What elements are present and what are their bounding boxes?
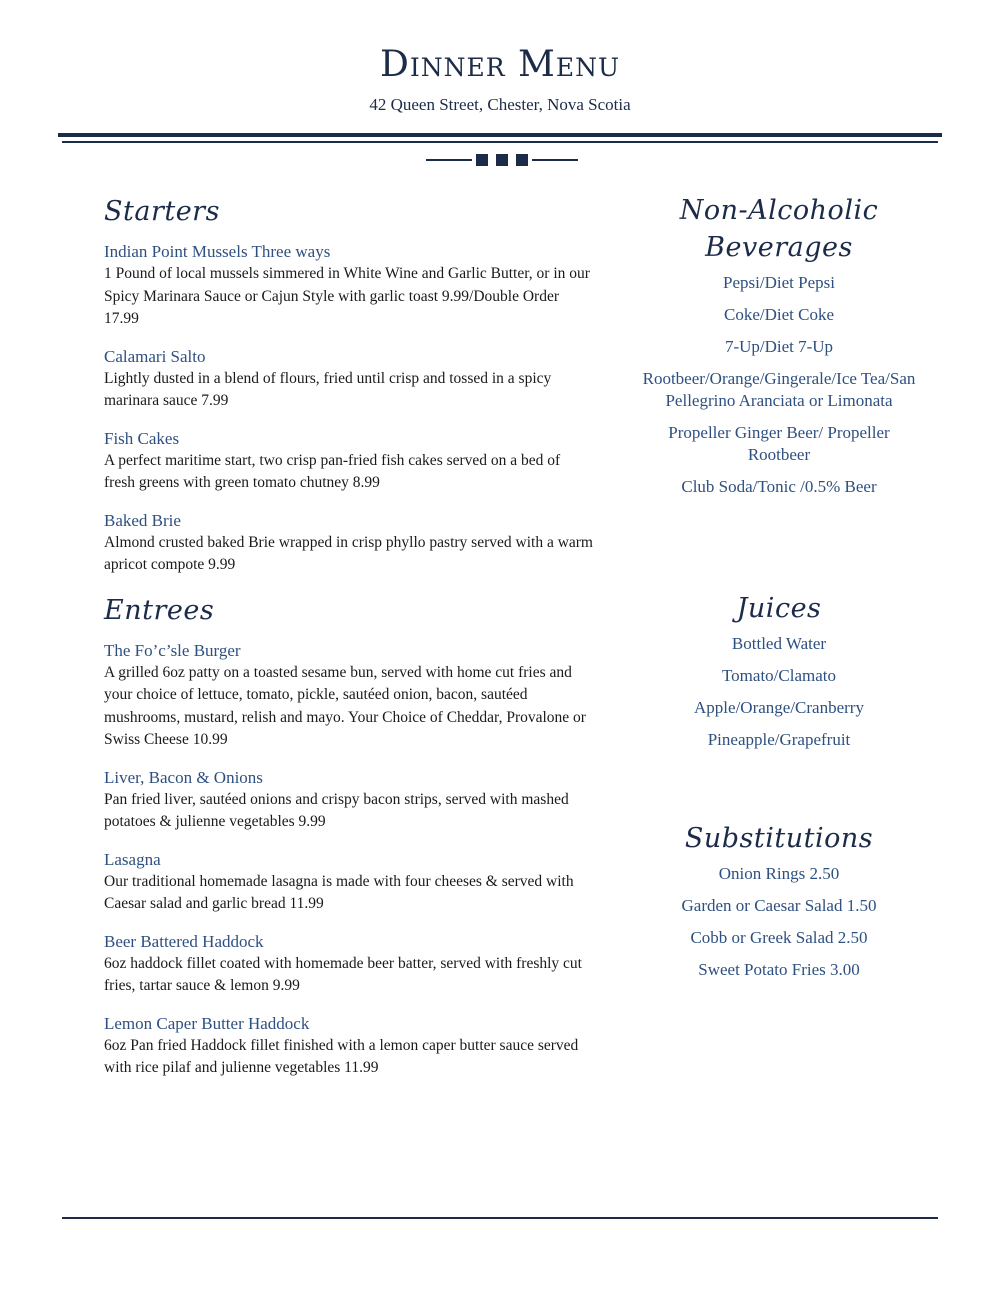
item-description: A grilled 6oz patty on a toasted sesame bun, served with home cut fries and your choice of lettuce, tomato, pickle, sautéed onion, bacon, sautéed mushrooms, mustard, relish and mayo. Your Choice of Cheddar, Provalone or Swiss Cheese 10.99 [104,663,586,748]
menu-item [104,848,594,916]
item-name: Calamari Salto [104,346,206,366]
item-name: Lasagna [104,849,161,869]
header-rule-thin [62,141,938,143]
juices-list [640,633,918,751]
item-name: Beer Battered Haddock [104,931,264,951]
menu-item [104,509,594,577]
starters-list [104,240,594,577]
ornament-square [476,154,488,166]
item-description: Almond crusted baked Brie wrapped in crisp phyllo pastry served with a warm apricot compote 9.99 [104,533,593,573]
list-item: Tomato/Clamato [721,666,836,685]
list-item: Club Soda/Tonic /0.5% Beer [681,477,877,496]
item-name: Fish Cakes [104,428,180,448]
menu-item [104,930,594,998]
list-item: Cobb or Greek Salad 2.50 [690,928,868,947]
left-column [104,192,594,1080]
beverages-heading-line2: Beverages [705,232,853,263]
beverages-list [640,272,918,498]
menu-item [104,766,594,834]
menu-title: Dinner Menu [379,44,621,85]
list-item: Coke/Diet Coke [723,305,834,324]
starters-heading: Starters [104,196,220,227]
beverages-heading-line1: Non-Alcoholic [679,195,879,226]
entrees-heading: Entrees [104,594,215,626]
item-name: Baked Brie [104,510,181,530]
menu-item [104,639,594,752]
substitutions-block [640,820,918,991]
list-item: Pepsi/Diet Pepsi [723,273,835,292]
juices-heading: Juices [736,593,822,624]
item-description: Lightly dusted in a blend of flours, fried until crisp and tossed in a spicy marinara sauce 7.99 [104,369,552,409]
substitutions-heading: Substitutions [684,823,874,854]
list-item: Garden or Caesar Salad 1.50 [681,896,877,915]
list-item: Sweet Potato Fries 3.00 [698,960,860,979]
item-description: Pan fried liver, sautéed onions and crispy bacon strips, served with mashed potatoes & julienne vegetables 9.99 [104,790,569,830]
item-name: Indian Point Mussels Three ways [104,242,331,261]
list-item: Apple/Orange/Cranberry [694,698,864,717]
ornament-square [496,154,508,166]
header-rule-thick [58,133,942,137]
right-column [640,192,918,979]
menu-item [104,427,594,495]
item-description: A perfect maritime start, two crisp pan-fried fish cakes served on a bed of fresh greens with green tomato chutney 8.99 [104,451,561,491]
ornament-line-right [532,159,578,161]
substitutions-list [640,863,918,981]
entrees-list [104,639,594,1080]
menu-item [104,345,594,413]
item-description: 6oz Pan fried Haddock fillet finished with a lemon caper butter sauce served with rice pilaf and julienne vegetables 11.99 [104,1036,579,1076]
item-description: 6oz haddock fillet coated with homemade beer batter, served with freshly cut fries, tartar sauce & lemon 9.99 [104,954,582,994]
menu-item [104,1012,594,1080]
item-name: Lemon Caper Butter Haddock [104,1013,310,1033]
menu-item [104,240,594,331]
list-item: Bottled Water [731,634,827,653]
juices-block [640,590,918,761]
beverages-block [640,192,918,498]
ornament-line-left [426,159,472,161]
list-item: Rootbeer/Orange/Gingerale/Ice Tea/San Pellegrino Aranciata or Limonata [642,369,916,410]
item-description: Our traditional homemade lasagna is made with four cheeses & served with Caesar salad and garlic bread 11.99 [104,872,574,912]
ornament-divider [426,154,578,166]
list-item: 7-Up/Diet 7-Up [724,337,834,356]
list-item: Pineapple/Grapefruit [707,730,851,749]
list-item: Propeller Ginger Beer/ Propeller Rootbeer [668,423,890,464]
item-name: The Fo’c’sle Burger [104,640,241,660]
footer-rule [62,1217,938,1219]
list-item: Onion Rings 2.50 [718,864,840,883]
item-name: Liver, Bacon & Onions [104,767,263,787]
ornament-square [516,154,528,166]
item-description: 1 Pound of local mussels simmered in White Wine and Garlic Butter, or in our Spicy Marinara Sauce or Cajun Style with garlic toast 9.99/Double Order 17.99 [104,265,590,327]
menu-address: 42 Queen Street, Chester, Nova Scotia [369,95,631,114]
